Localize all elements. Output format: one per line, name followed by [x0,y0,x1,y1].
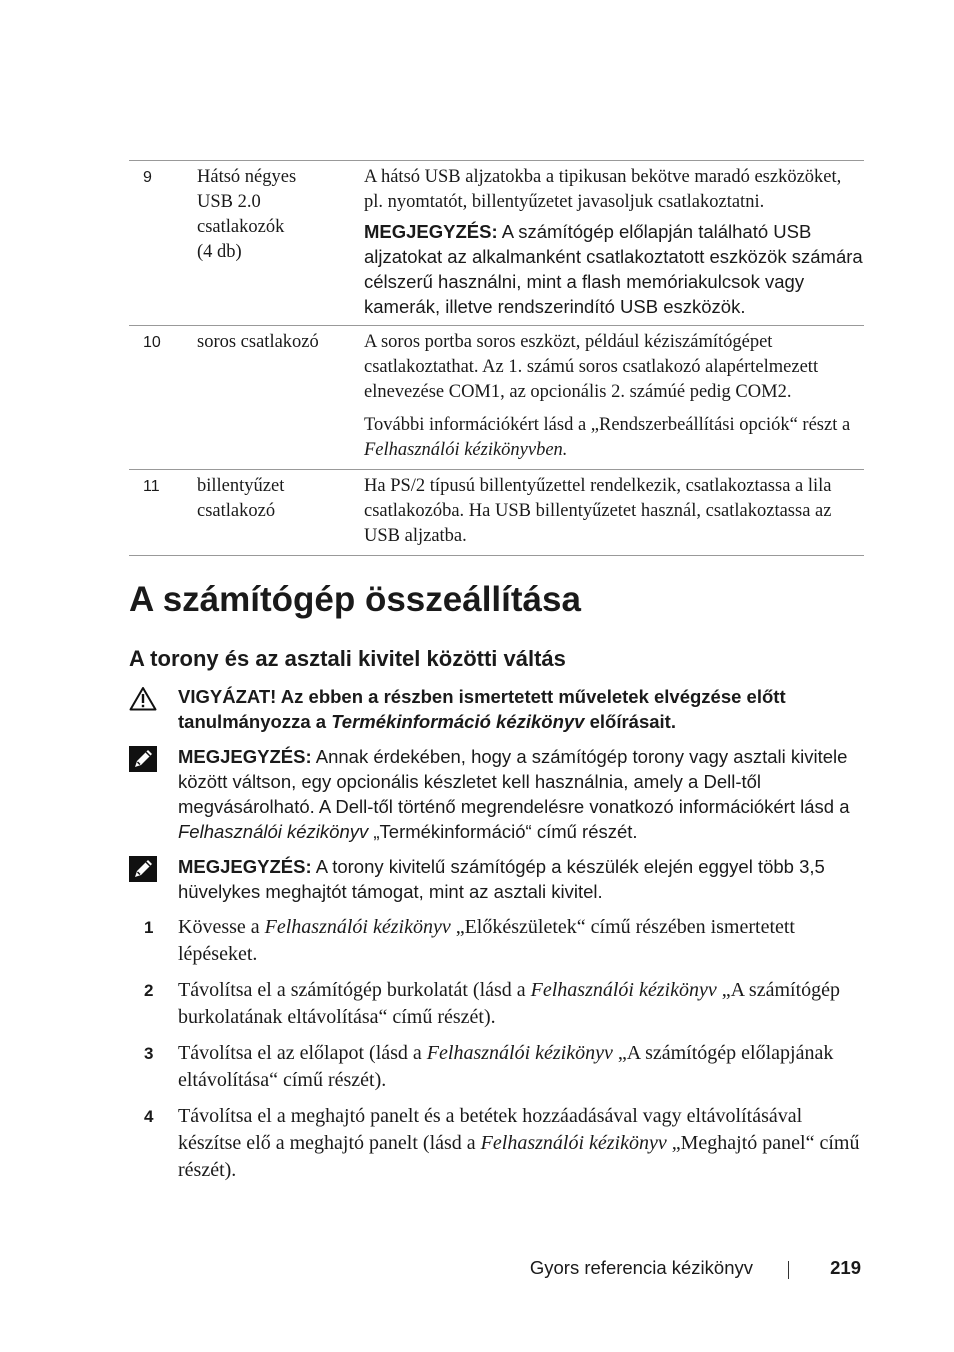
page-content [129,160,864,1193]
step-text-pre: Távolítsa el a számítógép burkolatát (lásd a [178,979,531,1001]
page-number: 219 [830,1257,861,1278]
note-text-pre: Annak érdekében, hogy a számítógép torony vagy asztali kivitele között váltson, egy opcionális készletet kell használnia, amely a Dell-től megvásárolható. A Dell-től történő megrendelésre vonatkozó információkért lásd a [178,746,850,817]
step-number: 1 [144,918,154,937]
description-text: A soros portba soros eszközt, például kéziszámítógépet csatlakoztathat. Az 1. számú soros csatlakozó alapértelmezett elnevezése COM1, az opcionális 2. számúé pedig COM2. [364,332,819,402]
caution-text-post: előírásait. [584,711,676,732]
step-text-post: „Előkészületek“ című részében ismertetett lépéseket. [178,916,795,965]
step-text [178,914,864,968]
step-text-pre: Kövesse a [178,916,265,938]
note-label: MEGJEGYZÉS: [178,856,312,877]
connector-name-line: csatlakozó [197,501,276,521]
step-text [178,1040,864,1094]
caution-label: VIGYÁZAT! [178,686,277,707]
manual-title: Felhasználói kézikönyv [178,821,369,842]
connector-name-line: soros csatlakozó [197,332,319,352]
step-text [178,977,864,1031]
caution-text-pre: Az ebben a részben ismertetett műveletek elvégzése előtt tanulmányozza a [178,686,786,732]
description-text: A hátsó USB aljzatokba a tipikusan bekötve maradó eszközöket, pl. nyomtatót, billentyűzetet javasoljuk csatlakoztatni. [364,167,842,212]
table-note [364,219,864,319]
note-body: A torony kivitelű számítógép a készülék elején eggyel több 3,5 hüvelykes meghajtót támogat, mint az asztali kivitel. [178,856,825,902]
note-label: MEGJEGYZÉS: [364,221,498,242]
connector-description [364,326,864,470]
table-row [129,470,864,556]
connector-name [197,326,364,470]
note-pencil-icon [129,854,178,904]
note-text-post: „Termékinformáció“ című részét. [368,821,638,842]
row-number: 11 [143,478,160,495]
section-heading: A számítógép összeállítása [129,580,581,619]
step-text-post: „A számítógép burkolatának eltávolítása“ című részét). [178,979,841,1028]
note-text [178,854,864,904]
note-notice [129,854,864,904]
note-pencil-icon [129,744,178,844]
footer-title: Gyors referencia kézikönyv [529,1257,753,1278]
manual-title: Felhasználói kézikönyv [264,916,451,938]
connector-name-line: billentyűzet [197,476,285,496]
procedure-steps [129,914,864,1184]
row-number: 9 [143,169,152,186]
list-item [129,1040,864,1094]
caution-notice [129,684,864,734]
row-number: 10 [143,334,161,351]
connector-description [364,470,864,556]
step-text-pre: Távolítsa el az előlapot (lásd a [178,1042,427,1064]
note-text: A számítógép előlapján található USB aljzatokat az alkalmanként csatlakoztatott eszközök számára célszerű használni, mint a flash memóriakulcsok vagy kamerák, illetve rendszerindító USB eszközök. [364,221,863,317]
connector-description [364,161,864,326]
footer-divider [788,1261,789,1279]
subsection-heading: A torony és az asztali kivitel közötti váltás [129,646,566,671]
connector-name-line: csatlakozók [197,217,285,237]
connector-name-line: USB 2.0 [197,192,261,212]
step-text-post: „Meghajtó panel“ című részét). [178,1132,860,1181]
manual-title: Felhasználói kézikönyv [426,1042,613,1064]
step-number: 2 [144,981,154,1000]
manual-title: Felhasználói kézikönyv [480,1132,667,1154]
step-number: 3 [144,1044,154,1063]
note-notice [129,744,864,844]
connector-name [197,161,364,326]
list-item [129,914,864,968]
caution-text [178,684,864,734]
step-text-pre: Távolítsa el a meghajtó panelt és a betétek hozzáadásával vagy eltávolításával készítse elő a meghajtó panelt (lásd a [178,1105,803,1154]
warning-triangle-icon [129,684,178,734]
connector-name-line: (4 db) [197,242,242,262]
list-item [129,977,864,1031]
description-text: Ha PS/2 típusú billentyűzettel rendelkezik, csatlakoztassa a lila csatlakozóba. Ha USB billentyűzetet használ, csatlakoztassa az USB aljzatba. [364,476,832,546]
connector-name [197,470,364,556]
step-text-post: „A számítógép előlapjának eltávolítása“ című részét). [178,1042,834,1091]
connector-table [129,160,864,556]
connector-name-line: Hátsó négyes [197,167,297,187]
description-text-pre: További információkért lásd a „Rendszerbeállítási opciók“ részt a [364,415,851,435]
description-text-2 [364,413,864,463]
note-label: MEGJEGYZÉS: [178,746,312,767]
table-row [129,161,864,326]
manual-title: Termékinformáció kézikönyv [331,711,585,732]
step-number: 4 [144,1107,154,1126]
note-text [178,744,864,844]
manual-title: Felhasználói kézikönyv [530,979,717,1001]
list-item [129,1103,864,1184]
step-text [178,1103,864,1184]
table-row [129,326,864,470]
manual-title: Felhasználói kézikönyvben. [364,440,568,460]
